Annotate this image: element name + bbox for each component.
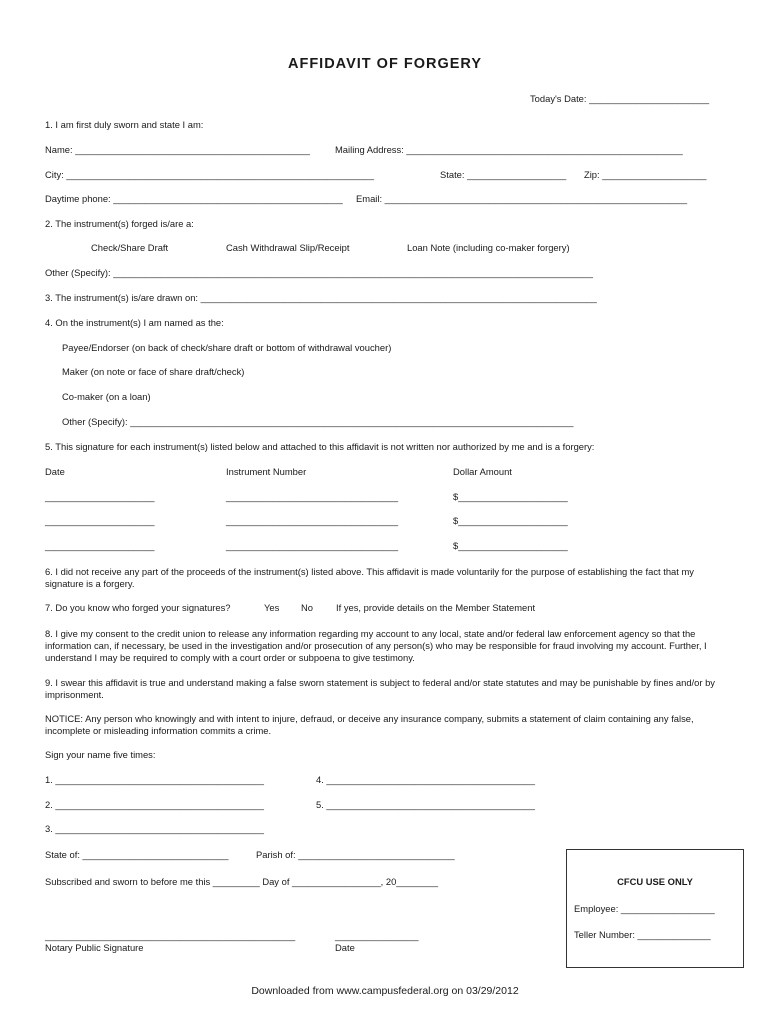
state-of-field[interactable]: State of: ____________________________ xyxy=(45,849,229,860)
section-6-text: 6. I did not receive any part of the proceeds of the instrument(s) listed above. This affidavit is made voluntarily for the purpose of establishing the fact that my signature is a forgery. xyxy=(45,566,694,589)
download-footer: Downloaded from www.campusfederal.org on 03/29/2012 xyxy=(251,985,519,997)
row-1-amount[interactable]: $_____________________ xyxy=(453,491,568,502)
state-field[interactable]: State: ___________________ xyxy=(440,169,567,180)
subscribed-sworn-field[interactable]: Subscribed and sworn to before me this _________ Day of _________________, 20________ xyxy=(45,876,439,887)
todays-date-field[interactable]: Today's Date: _______________________ xyxy=(530,93,710,104)
employee-field[interactable]: Employee: __________________ xyxy=(574,903,715,914)
city-field[interactable]: City: ___________________________________________________________ xyxy=(45,169,374,180)
zip-field[interactable]: Zip: ____________________ xyxy=(584,169,707,180)
signature-line-3[interactable]: 3. ________________________________________ xyxy=(45,823,264,834)
signature-line-1[interactable]: 1. ________________________________________ xyxy=(45,774,264,785)
signature-line-5[interactable]: 5. ________________________________________ xyxy=(316,799,535,810)
row-3-date[interactable]: _____________________ xyxy=(45,540,155,551)
option-cash-withdrawal[interactable]: Cash Withdrawal Slip/Receipt xyxy=(226,242,350,253)
section-2-intro: 2. The instrument(s) forged is/are a: xyxy=(45,218,194,229)
option-payee-endorser[interactable]: Payee/Endorser (on back of check/share draft or bottom of withdrawal voucher) xyxy=(62,342,392,353)
daytime-phone-field[interactable]: Daytime phone: ____________________________________________ xyxy=(45,193,343,204)
teller-number-field[interactable]: Teller Number: ______________ xyxy=(574,929,711,940)
parish-of-field[interactable]: Parish of: ______________________________ xyxy=(256,849,455,860)
section-8-text: 8. I give my consent to the credit union to release any information regarding my account to any local, state and/or federal law enforcement agency so that the information can, if necessary, be used in the investigation and/or prosecution of any person(s) who may be responsible for fraud involving my account. Further, I understand I may be required to comply with a court order or subpoena to give testimony. xyxy=(45,628,707,663)
option-maker[interactable]: Maker (on note or face of share draft/check) xyxy=(62,366,245,377)
section-1-intro: 1. I am first duly sworn and state I am: xyxy=(45,119,204,130)
mailing-address-field[interactable]: Mailing Address: _____________________________________________________ xyxy=(335,144,683,155)
page-title: AFFIDAVIT OF FORGERY xyxy=(288,56,482,72)
option-co-maker[interactable]: Co-maker (on a loan) xyxy=(62,391,151,402)
notary-signature-label: Notary Public Signature xyxy=(45,942,144,953)
other-specify-field[interactable]: Other (Specify): ____________________________________________________________________________________________ xyxy=(45,267,593,278)
drawn-on-field[interactable]: 3. The instrument(s) is/are drawn on: ____________________________________________________________________________ xyxy=(45,292,597,303)
option-check-share-draft[interactable]: Check/Share Draft xyxy=(91,242,169,253)
notary-signature-line[interactable]: ________________________________________________ xyxy=(45,930,296,941)
column-header-dollar-amount: Dollar Amount xyxy=(453,466,512,477)
row-1-instrument[interactable]: _________________________________ xyxy=(226,491,399,502)
section-5-intro: 5. This signature for each instrument(s) listed below and attached to this affidavit is not written nor authorized by me and is a forgery: xyxy=(45,441,595,452)
forger-known-yes[interactable]: Yes xyxy=(264,602,280,613)
column-header-date: Date xyxy=(45,466,65,477)
section-7-question: 7. Do you know who forged your signatures? xyxy=(45,602,231,613)
name-field[interactable]: Name: _____________________________________________ xyxy=(45,144,310,155)
notice-text: NOTICE: Any person who knowingly and with intent to injure, defraud, or deceive any insurance company, submits a statement of claim containing any false, incomplete or misleading information commits a crime. xyxy=(45,713,694,736)
section-7-details: If yes, provide details on the Member Statement xyxy=(336,602,536,613)
section-4-intro: 4. On the instrument(s) I am named as the: xyxy=(45,317,224,328)
row-1-date[interactable]: _____________________ xyxy=(45,491,155,502)
signature-line-4[interactable]: 4. ________________________________________ xyxy=(316,774,535,785)
row-3-instrument[interactable]: _________________________________ xyxy=(226,540,399,551)
section-9-text: 9. I swear this affidavit is true and understand making a false sworn statement is subject to federal and/or state statutes and may be punishable by fines and/or by imprisonment. xyxy=(45,677,715,700)
notary-date-line[interactable]: ________________ xyxy=(335,930,419,941)
row-2-date[interactable]: _____________________ xyxy=(45,515,155,526)
email-field[interactable]: Email: __________________________________________________________ xyxy=(356,193,688,204)
notary-date-label: Date xyxy=(335,942,355,953)
cfcu-use-only-box xyxy=(566,849,744,968)
cfcu-title: CFCU USE ONLY xyxy=(617,876,693,887)
sign-intro: Sign your name five times: xyxy=(45,749,156,760)
option-other-specify[interactable]: Other (Specify): _____________________________________________________________________________________ xyxy=(62,416,574,427)
row-3-amount[interactable]: $_____________________ xyxy=(453,540,568,551)
column-header-instrument-number: Instrument Number xyxy=(226,466,307,477)
signature-line-2[interactable]: 2. ________________________________________ xyxy=(45,799,264,810)
forger-known-no[interactable]: No xyxy=(301,602,313,613)
option-loan-note[interactable]: Loan Note (including co-maker forgery) xyxy=(407,242,570,253)
row-2-amount[interactable]: $_____________________ xyxy=(453,515,568,526)
row-2-instrument[interactable]: _________________________________ xyxy=(226,515,399,526)
